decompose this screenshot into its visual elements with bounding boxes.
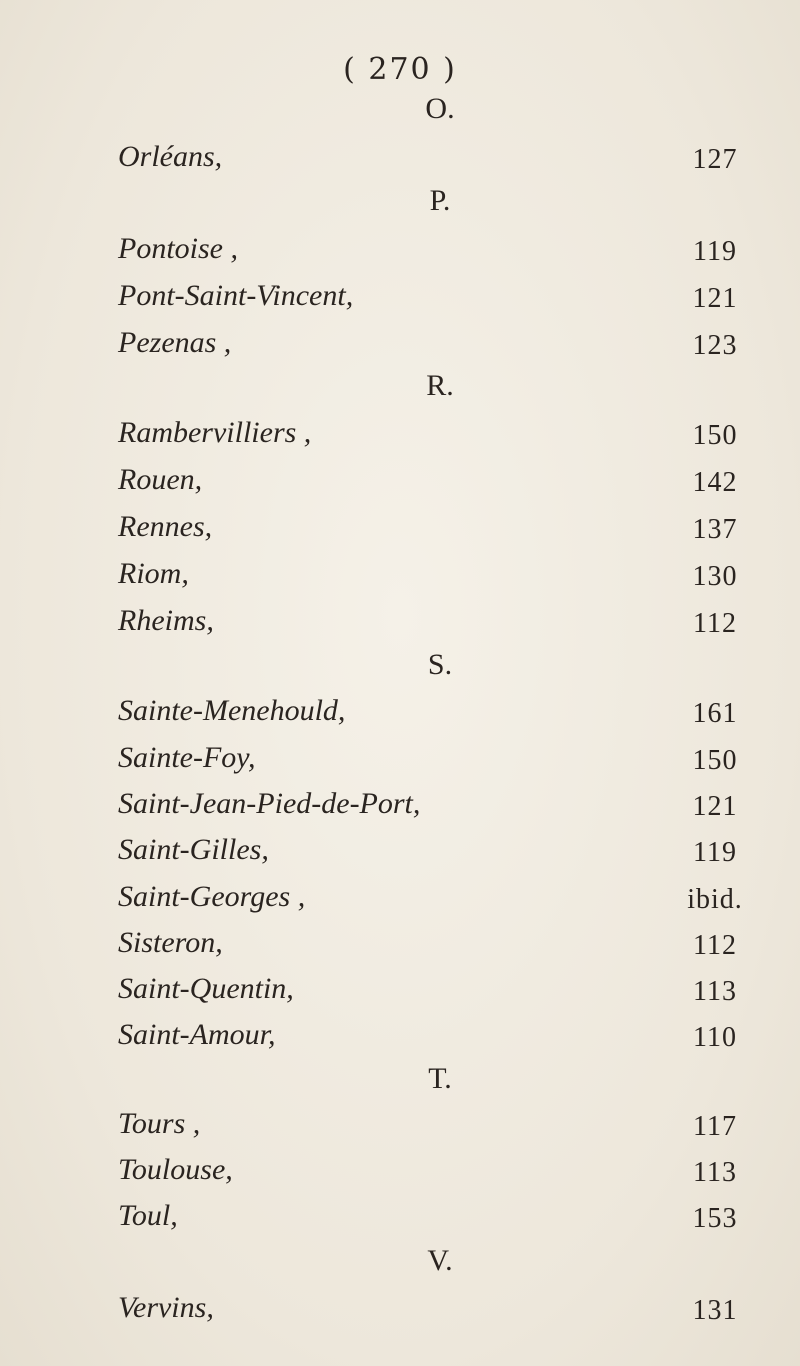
index-entry xyxy=(0,880,800,930)
section-letter-v: V. xyxy=(427,1244,453,1277)
index-entry xyxy=(0,557,800,607)
index-entry xyxy=(0,1291,800,1341)
place-name: Saint-Jean-Pied-de-Port, xyxy=(118,787,421,820)
page-ref: 123 xyxy=(692,330,738,361)
page-ref: 153 xyxy=(692,1203,738,1234)
place-name: Pontoise , xyxy=(118,232,238,265)
section-letter-t: T. xyxy=(428,1062,452,1095)
page-ref: 127 xyxy=(692,144,738,175)
index-entry xyxy=(0,1018,800,1068)
place-name: Saint-Quentin, xyxy=(118,972,294,1005)
place-name: Toul, xyxy=(118,1199,178,1232)
section-letter-p: P. xyxy=(429,184,451,217)
page-ref: 131 xyxy=(692,1295,738,1326)
page-ref: 121 xyxy=(692,283,738,314)
place-name: Rheims, xyxy=(118,604,214,637)
section-letter-r: R. xyxy=(426,369,454,402)
place-name: Sisteron, xyxy=(118,926,223,959)
index-entry xyxy=(0,279,800,329)
index-entry xyxy=(0,416,800,466)
page-ref: 119 xyxy=(693,837,737,868)
place-name: Saint-Amour, xyxy=(118,1018,276,1051)
page-ref: 142 xyxy=(692,467,738,498)
place-name: Rouen, xyxy=(118,463,203,496)
index-entry xyxy=(0,463,800,513)
place-name: Rambervilliers , xyxy=(118,416,312,449)
place-name: Sainte-Menehould, xyxy=(118,694,346,727)
place-name: Vervins, xyxy=(118,1291,214,1324)
page-ref: 113 xyxy=(693,1157,737,1188)
index-entry xyxy=(0,694,800,744)
index-entry xyxy=(0,604,800,654)
index-entry xyxy=(0,1107,800,1157)
page-ref: 150 xyxy=(692,420,738,451)
place-name: Pont-Saint-Vincent, xyxy=(118,279,354,312)
page-ref: 119 xyxy=(693,236,737,267)
index-entry xyxy=(0,741,800,791)
index-entry xyxy=(0,787,800,837)
page-ref: 121 xyxy=(692,791,738,822)
place-name: Rennes, xyxy=(118,510,213,543)
place-name: Tours , xyxy=(118,1107,201,1140)
page-number: ( 270 ) xyxy=(343,52,457,87)
index-entry xyxy=(0,1199,800,1249)
place-name: Saint-Georges , xyxy=(118,880,306,913)
place-name: Saint-Gilles, xyxy=(118,833,269,866)
place-name: Sainte-Foy, xyxy=(118,741,256,774)
index-entry xyxy=(0,140,800,190)
page-ref: ibid. xyxy=(687,884,743,915)
index-entry xyxy=(0,510,800,560)
page-ref: 110 xyxy=(693,1022,737,1053)
page-ref: 161 xyxy=(692,698,738,729)
place-name: Riom, xyxy=(118,557,189,590)
section-letter-s: S. xyxy=(427,648,453,681)
place-name: Pezenas , xyxy=(118,326,232,359)
index-entry xyxy=(0,1153,800,1203)
index-entry xyxy=(0,833,800,883)
page-ref: 150 xyxy=(692,745,738,776)
page-ref: 113 xyxy=(693,976,737,1007)
place-name: Toulouse, xyxy=(118,1153,233,1186)
page-ref: 137 xyxy=(692,514,738,545)
index-entry xyxy=(0,972,800,1022)
place-name: Orléans, xyxy=(118,140,223,173)
page-ref: 117 xyxy=(693,1111,737,1142)
index-entry xyxy=(0,232,800,282)
page-ref: 130 xyxy=(692,561,738,592)
page-ref: 112 xyxy=(693,930,737,961)
page-ref: 112 xyxy=(693,608,737,639)
index-entry xyxy=(0,926,800,976)
section-letter-o: O. xyxy=(425,92,455,125)
